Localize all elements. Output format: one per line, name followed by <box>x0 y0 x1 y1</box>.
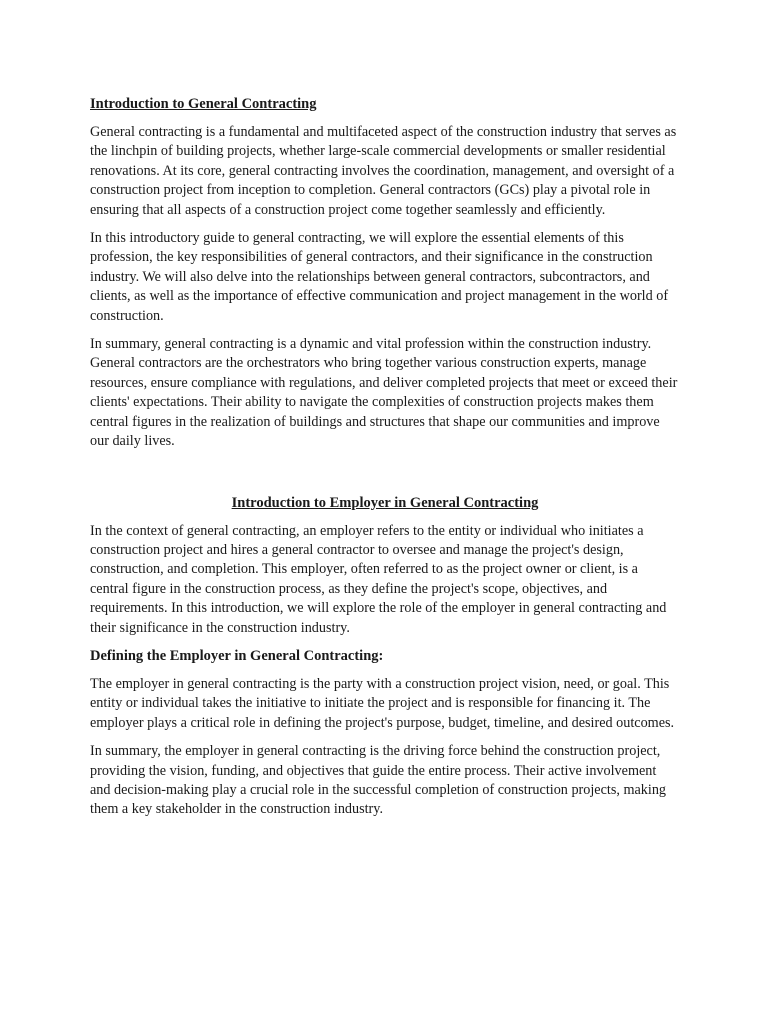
document-page <box>90 95 680 829</box>
paragraph: In summary, the employer in general contracting is the driving force behind the construction project, providing the vision, funding, and objectives that guide the entire process. Their active involvement and decision-making play a crucial role in the successful completion of construction projects, making them a key stakeholder in the construction industry. <box>90 743 666 818</box>
paragraph: The employer in general contracting is the party with a construction project vision, need, or goal. This entity or individual takes the initiative to initiate the project and is responsible for financing it. The employer plays a critical role in defining the project's purpose, budget, timeline, and desired outcomes. <box>90 675 675 731</box>
section-spacer <box>90 461 680 494</box>
section-heading-employer: Introduction to Employer in General Contracting <box>231 494 539 511</box>
paragraph: In this introductory guide to general contracting, we will explore the essential elements of this profession, the key responsibilities of general contractors, and their significance in the construction industry. We will also delve into the relationships between general contractors, subcontractors, and clients, as well as the importance of effective communication and project management in the world of construction. <box>90 230 669 324</box>
subheading-defining-employer: Defining the Employer in General Contracting: <box>90 647 384 664</box>
paragraph: In the context of general contracting, an employer refers to the entity or individual who initiates a construction project and hires a general contractor to oversee and manage the project's design, construction, and completion. This employer, often referred to as the project owner or client, is a central figure in the construction process, as they define the project's scope, objectives, and requirements. In this introduction, we will explore the role of the employer in general contracting and their significance in the construction industry. <box>90 522 667 636</box>
paragraph: General contracting is a fundamental and multifaceted aspect of the construction industry that serves as the linchpin of building projects, whether large-scale commercial developments or smaller residential renovations. At its core, general contracting involves the coordination, management, and oversight of a construction project from inception to completion. General contractors (GCs) play a pivotal role in ensuring that all aspects of a construction project come together seamlessly and efficiently. <box>90 124 677 218</box>
paragraph: In summary, general contracting is a dynamic and vital profession within the construction industry. General contractors are the orchestrators who bring together various construction experts, manage resources, ensure compliance with regulations, and deliver completed projects that meet or exceed their clients' expectations. Their ability to navigate the complexities of construction projects makes them central figures in the realization of buildings and structures that shape our communities and improve our daily lives. <box>90 336 678 450</box>
section-heading-general-contracting: Introduction to General Contracting <box>90 96 317 112</box>
